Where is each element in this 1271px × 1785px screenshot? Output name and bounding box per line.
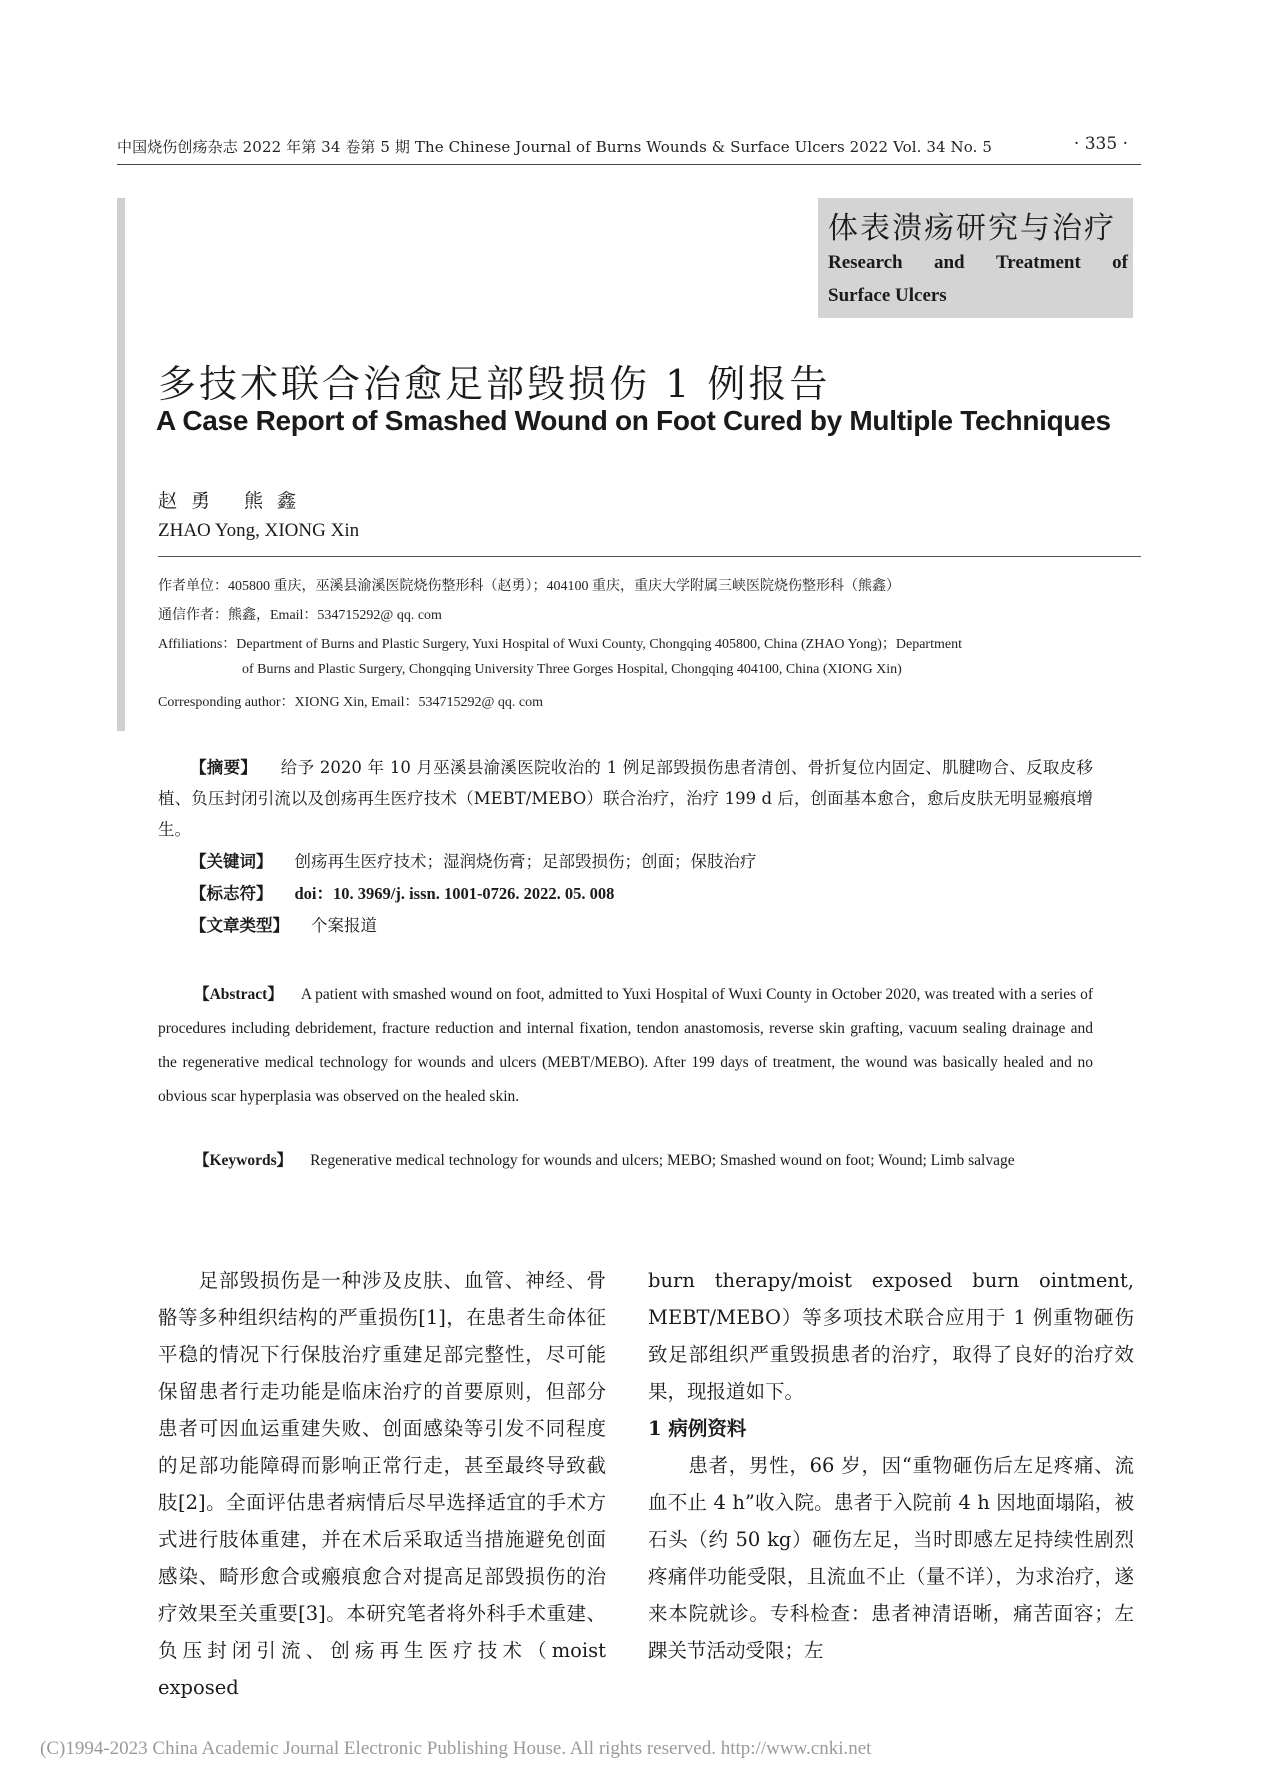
column-word: Treatment [996, 252, 1081, 273]
doi-tag: 【标志符】 [190, 884, 273, 903]
keywords-zh-tag: 【关键词】 [190, 852, 273, 871]
body-paragraph: burn therapy/moist exposed burn ointment, MEBT/MEBO）等多项技术联合应用于 1 例重物砸伤致足部组织严重毁损患者的治疗，取得了良好的治疗效果，现报道如下。 [648, 1269, 1134, 1403]
column-title-zh: 体表溃疡研究与治疗 [828, 211, 1116, 246]
abstract-zh-tag: 【摘要】 [190, 758, 258, 777]
keywords-en [158, 1144, 1093, 1178]
column-title-en-line1 [828, 252, 1128, 274]
affiliations-line2: of Burns and Plastic Surgery, Chongqing University Three Gorges Hospital, Chongqing 404100, China (XIONG Xin) [242, 662, 902, 677]
corresponding-zh: 通信作者：熊鑫，Email：534715292@ qq. com [158, 608, 442, 623]
header-rule [117, 164, 1141, 165]
keywords-zh-text: 创疡再生医疗技术；湿润烧伤膏；足部毁损伤；创面；保肢治疗 [294, 852, 757, 871]
keywords-en-tag: 【Keywords】 [194, 1152, 293, 1169]
abstract-zh [158, 752, 1093, 845]
keywords-zh [190, 848, 757, 872]
corresponding-en: Corresponding author：XIONG Xin, Email：534715292@ qq. com [158, 695, 544, 710]
article-title-en: A Case Report of Smashed Wound on Foot Cured by Multiple Techniques [156, 405, 1111, 436]
doi-text: doi：10. 3969/j. issn. 1001-0726. 2022. 05. 008 [294, 884, 615, 903]
authors-zh: 赵勇 熊鑫 [158, 490, 311, 512]
abstract-zh-text: 给予 2020 年 10 月巫溪县渝溪医院收治的 1 例足部毁损伤患者清创、骨折复位内固定、肌腱吻合、反取皮移植、负压封闭引流以及创疡再生医疗技术（MEBT/MEBO）联合治疗，治疗 199 d 后，创面基本愈合，愈后皮肤无明显瘢痕增生。 [158, 758, 1093, 839]
column-word: of [1112, 252, 1128, 273]
column-word: and [933, 252, 965, 273]
abstract-en-text: A patient with smashed wound on foot, admitted to Yuxi Hospital of Wuxi County in October 2020, was treated with a series of procedures including debridement, fracture reduction and internal fixation, tendon anastomosis, reverse skin grafting, vacuum sealing drainage and the regenerative medical technology for wounds and ulcers (MEBT/MEBO). After 199 days of treatment, the wound was basically healed and no obvious scar hyperplasia was observed on the healed skin. [158, 986, 1093, 1105]
author-unit: 作者单位：405800 重庆，巫溪县渝溪医院烧伤整形科（赵勇）；404100 重庆，重庆大学附属三峡医院烧伤整形科（熊鑫） [158, 579, 900, 594]
doi-line [190, 880, 614, 904]
article-type-text: 个案报道 [311, 916, 377, 935]
body-paragraph: 患者，男性，66 岁，因“重物砸伤后左足疼痛、流血不止 4 h”收入院。患者于入院前 4 h 因地面塌陷，被石头（约 50 kg）砸伤左足，当时即感左足持续性剧烈疼痛伴功能受限，且流血不止（量不详），为求治疗，遂来本院就诊。专科检查：患者神清语晰，痛苦面容；左踝关节活动受限；左 [648, 1454, 1134, 1662]
running-head: 中国烧伤创疡杂志 2022 年第 34 卷第 5 期 The Chinese Journal of Burns Wounds & Surface Ulcers 2022 Vol. 34 No. 5 [117, 138, 993, 156]
left-accent-bar [117, 198, 125, 731]
body-paragraph: 足部毁损伤是一种涉及皮肤、血管、神经、骨骼等多种组织结构的严重损伤[1]，在患者生命体征平稳的情况下行保肢治疗重建足部完整性，尽可能保留患者行走功能是临床治疗的首要原则，但部分患者可因血运重建失败、创面感染等引发不同程度的足部功能障碍而影响正常行走，甚至最终导致截肢[2]。全面评估患者病情后尽早选择适宜的手术方式进行肢体重建，并在术后采取适当措施避免创面感染、畸形愈合或瘢痕愈合对提高足部毁损伤的治疗效果至关重要[3]。本研究笔者将外科手术重建、负压封闭引流、创疡再生医疗技术（moist exposed [158, 1269, 606, 1699]
affiliations-line1: Affiliations：Department of Burns and Plastic Surgery, Yuxi Hospital of Wuxi County, Chongqing 405800, China (ZHAO Yong)；Department [158, 637, 962, 652]
page-number: · 335 · [1073, 134, 1128, 154]
article-type-tag: 【文章类型】 [190, 916, 289, 935]
column-word: Research [828, 252, 903, 273]
abstract-en-tag: 【Abstract】 [194, 986, 283, 1003]
column-title-en-line2: Surface Ulcers [828, 285, 947, 306]
keywords-en-text: Regenerative medical technology for wounds and ulcers; MEBO; Smashed wound on foot; Wound; Limb salvage [310, 1152, 1015, 1169]
abstract-en [158, 978, 1093, 1114]
body-right-column [648, 1262, 1134, 1669]
article-title-zh: 多技术联合治愈足部毁损伤 1 例报告 [158, 362, 831, 406]
copyright-footer: (C)1994-2023 China Academic Journal Electronic Publishing House. All rights reserved. http://www.cnki.net [40, 1738, 872, 1759]
section-heading: 1 病例资料 [648, 1417, 747, 1440]
article-type-line [190, 912, 377, 936]
authors-en: ZHAO Yong, XIONG Xin [158, 520, 360, 541]
body-left-column [158, 1262, 606, 1706]
info-rule [158, 556, 1141, 557]
